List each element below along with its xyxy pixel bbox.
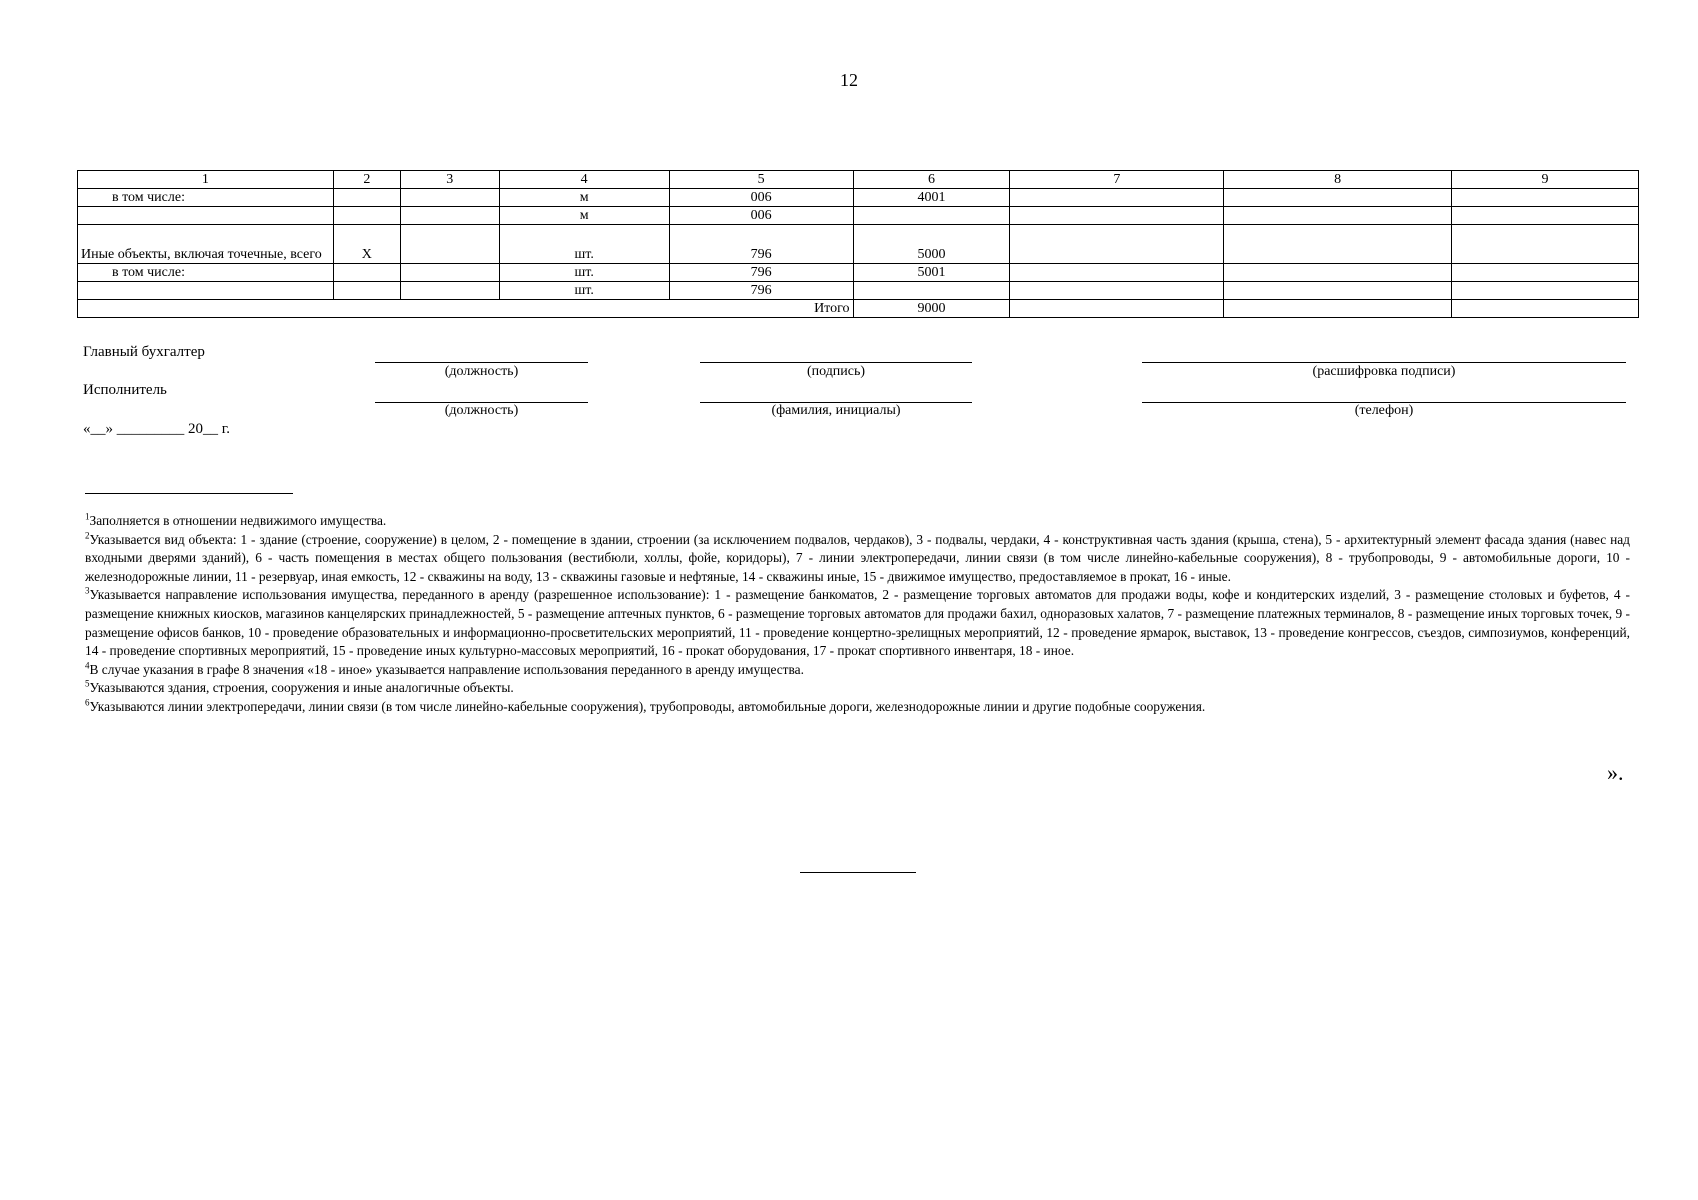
table-cell: [1452, 300, 1639, 318]
table-row: [78, 264, 1639, 282]
table-cell: 006: [669, 207, 853, 225]
property-table: [77, 170, 1639, 318]
table-cell: [333, 282, 400, 300]
footnote-1: $^1$Заполняется в отношении недвижимого имущества.: [85, 511, 387, 528]
name-caption: (фамилия, инициалы): [771, 403, 901, 418]
footnote-3: $^3$Указывается направление использования имущества, переданного в аренду (разрешенное использование): 1 - размещение банкоматов, 2 - размещение торговых автоматов для продажи воды, кофе и кондитерских изделий, 3 - размещение столовых и буфетов, 4 - размещение книжных киосков, магазинов канцелярских принадлежностей, 5 - размещение аптечных пунктов, 6 - размещение торговых автоматов для продажи бахил, одноразовых халатов, 7 - размещение платежных терминалов, 8 - размещение иных торговых точек, 9 - размещение офисов банков, 10 - проведение образовательных и информационно-просветительских мероприятий, 11 - проведение концертно-зрелищных мероприятий, 12 - проведение ярмарок, выставок, 13 - проведение конгрессов, съездов, симпозиумов, конференций, 14 - проведение спортивных мероприятий, 15 - проведение иных культурно-массовых мероприятий, 16 - прокат оборудования, 17 - прокат спортивного инвентаря, 18 - иное.: [85, 585, 1630, 659]
table-cell: м: [499, 207, 669, 225]
table-cell: [1452, 207, 1639, 225]
table-cell: в том числе:: [78, 264, 334, 282]
table-header-row: [78, 171, 1639, 189]
table-cell: 006: [669, 189, 853, 207]
table-cell: [1010, 207, 1224, 225]
table-row: [78, 225, 1639, 264]
table-cell: м: [499, 189, 669, 207]
closing-quote-mark: ».: [1607, 760, 1624, 785]
table-cell: [333, 189, 400, 207]
table-cell: 5001: [853, 264, 1010, 282]
page-number: 12: [840, 70, 858, 90]
end-rule: [800, 872, 916, 873]
table-cell: [1452, 225, 1639, 264]
col-header: 9: [1452, 171, 1639, 189]
col-header: 2: [333, 171, 400, 189]
position-line-1: [375, 362, 588, 363]
total-label: Итого: [78, 300, 854, 318]
table-total-row: [78, 300, 1639, 318]
table-cell: [333, 264, 400, 282]
footnote-5: $^5$Указываются здания, строения, сооружения и иные аналогичные объекты.: [85, 678, 514, 696]
table-cell: [1224, 225, 1452, 264]
col-header: 8: [1224, 171, 1452, 189]
col-header: 7: [1010, 171, 1224, 189]
table-row: [78, 282, 1639, 300]
table-cell: шт.: [499, 264, 669, 282]
table-row: [78, 189, 1639, 207]
table-cell: [853, 207, 1010, 225]
table-cell: [1010, 282, 1224, 300]
signature-line: [700, 362, 972, 363]
executor-label: Исполнитель: [83, 382, 167, 398]
total-value: 9000: [853, 300, 1010, 318]
table-cell: Иные объекты, включая точечные, всего: [78, 225, 334, 264]
table-cell: 796: [669, 225, 853, 264]
position-caption-2: (должность): [444, 403, 519, 418]
table-cell: [1452, 282, 1639, 300]
table-cell: [1224, 189, 1452, 207]
chief-accountant-label: Главный бухгалтер: [83, 344, 205, 360]
table-cell: [1010, 225, 1224, 264]
table-cell: [78, 207, 334, 225]
table-cell: 796: [669, 282, 853, 300]
position-caption-1: (должность): [444, 364, 519, 379]
table-cell: [400, 207, 499, 225]
table-cell: [1224, 207, 1452, 225]
footnote-2: $^2$Указывается вид объекта: 1 - здание (строение, сооружение) в целом, 2 - помещение в здании, строении (за исключением подвалов, чердаков), 3 - подвалы, чердаки, 4 - конструктивная часть здания (крыша, стена), 5 - архитектурный элемент фасада здания (навес над входными дверями зданий), 6 - часть помещения в местах общего пользования (вестибюли, холлы, фойе, коридоры), 7 - линии электропередачи, линии связи (в том числе линейно-кабельные сооружения), 8 - трубопроводы, 9 - автомобильные дороги, 10 - железнодорожные линии, 11 - резервуар, иная емкость, 12 - скважины на воду, 13 - скважины газовые и нефтяные, 14 - скважины иные, 15 - движимое имущество, предоставляемое в прокат, 16 - иные.: [85, 530, 1630, 584]
table-cell: [1452, 189, 1639, 207]
table-cell: [400, 189, 499, 207]
table-row: [78, 207, 1639, 225]
phone-caption: (телефон): [1354, 403, 1414, 418]
table-cell: [400, 225, 499, 264]
footnotes: [85, 512, 1630, 717]
table-cell: шт.: [499, 225, 669, 264]
footnote-6: $^6$Указываются линии электропередачи, линии связи (в том числе линейно-кабельные сооружения), трубопроводы, автомобильные дороги, железнодорожные линии и другие подобные сооружения.: [85, 697, 1206, 714]
col-header: 6: [853, 171, 1010, 189]
footnote-4: $^4$В случае указания в графе 8 значения «18 - иное» указывается направление использования переданного в аренду имущества.: [85, 660, 804, 677]
table-cell: [1452, 264, 1639, 282]
table-cell: [400, 264, 499, 282]
col-header: 5: [669, 171, 853, 189]
table-cell: [78, 282, 334, 300]
signature-caption: (подпись): [806, 364, 866, 379]
table-cell: Х: [333, 225, 400, 264]
footnote-separator: [85, 493, 293, 494]
table-cell: [1010, 189, 1224, 207]
table-cell: 4001: [853, 189, 1010, 207]
table-cell: [853, 282, 1010, 300]
table-cell: [1224, 300, 1452, 318]
decode-line: [1142, 362, 1626, 363]
col-header: 1: [78, 171, 334, 189]
table-cell: [1010, 300, 1224, 318]
col-header: 4: [499, 171, 669, 189]
col-header: 3: [400, 171, 499, 189]
table-cell: 5000: [853, 225, 1010, 264]
table-cell: 796: [669, 264, 853, 282]
table-cell: [1224, 282, 1452, 300]
table-cell: шт.: [499, 282, 669, 300]
decode-caption: (расшифровка подписи): [1312, 364, 1456, 379]
table-cell: [333, 207, 400, 225]
table-cell: [1224, 264, 1452, 282]
table-cell: [1010, 264, 1224, 282]
table-cell: [400, 282, 499, 300]
date-line: «__» _________ 20__ г.: [83, 421, 230, 437]
table-cell: в том числе:: [78, 189, 334, 207]
